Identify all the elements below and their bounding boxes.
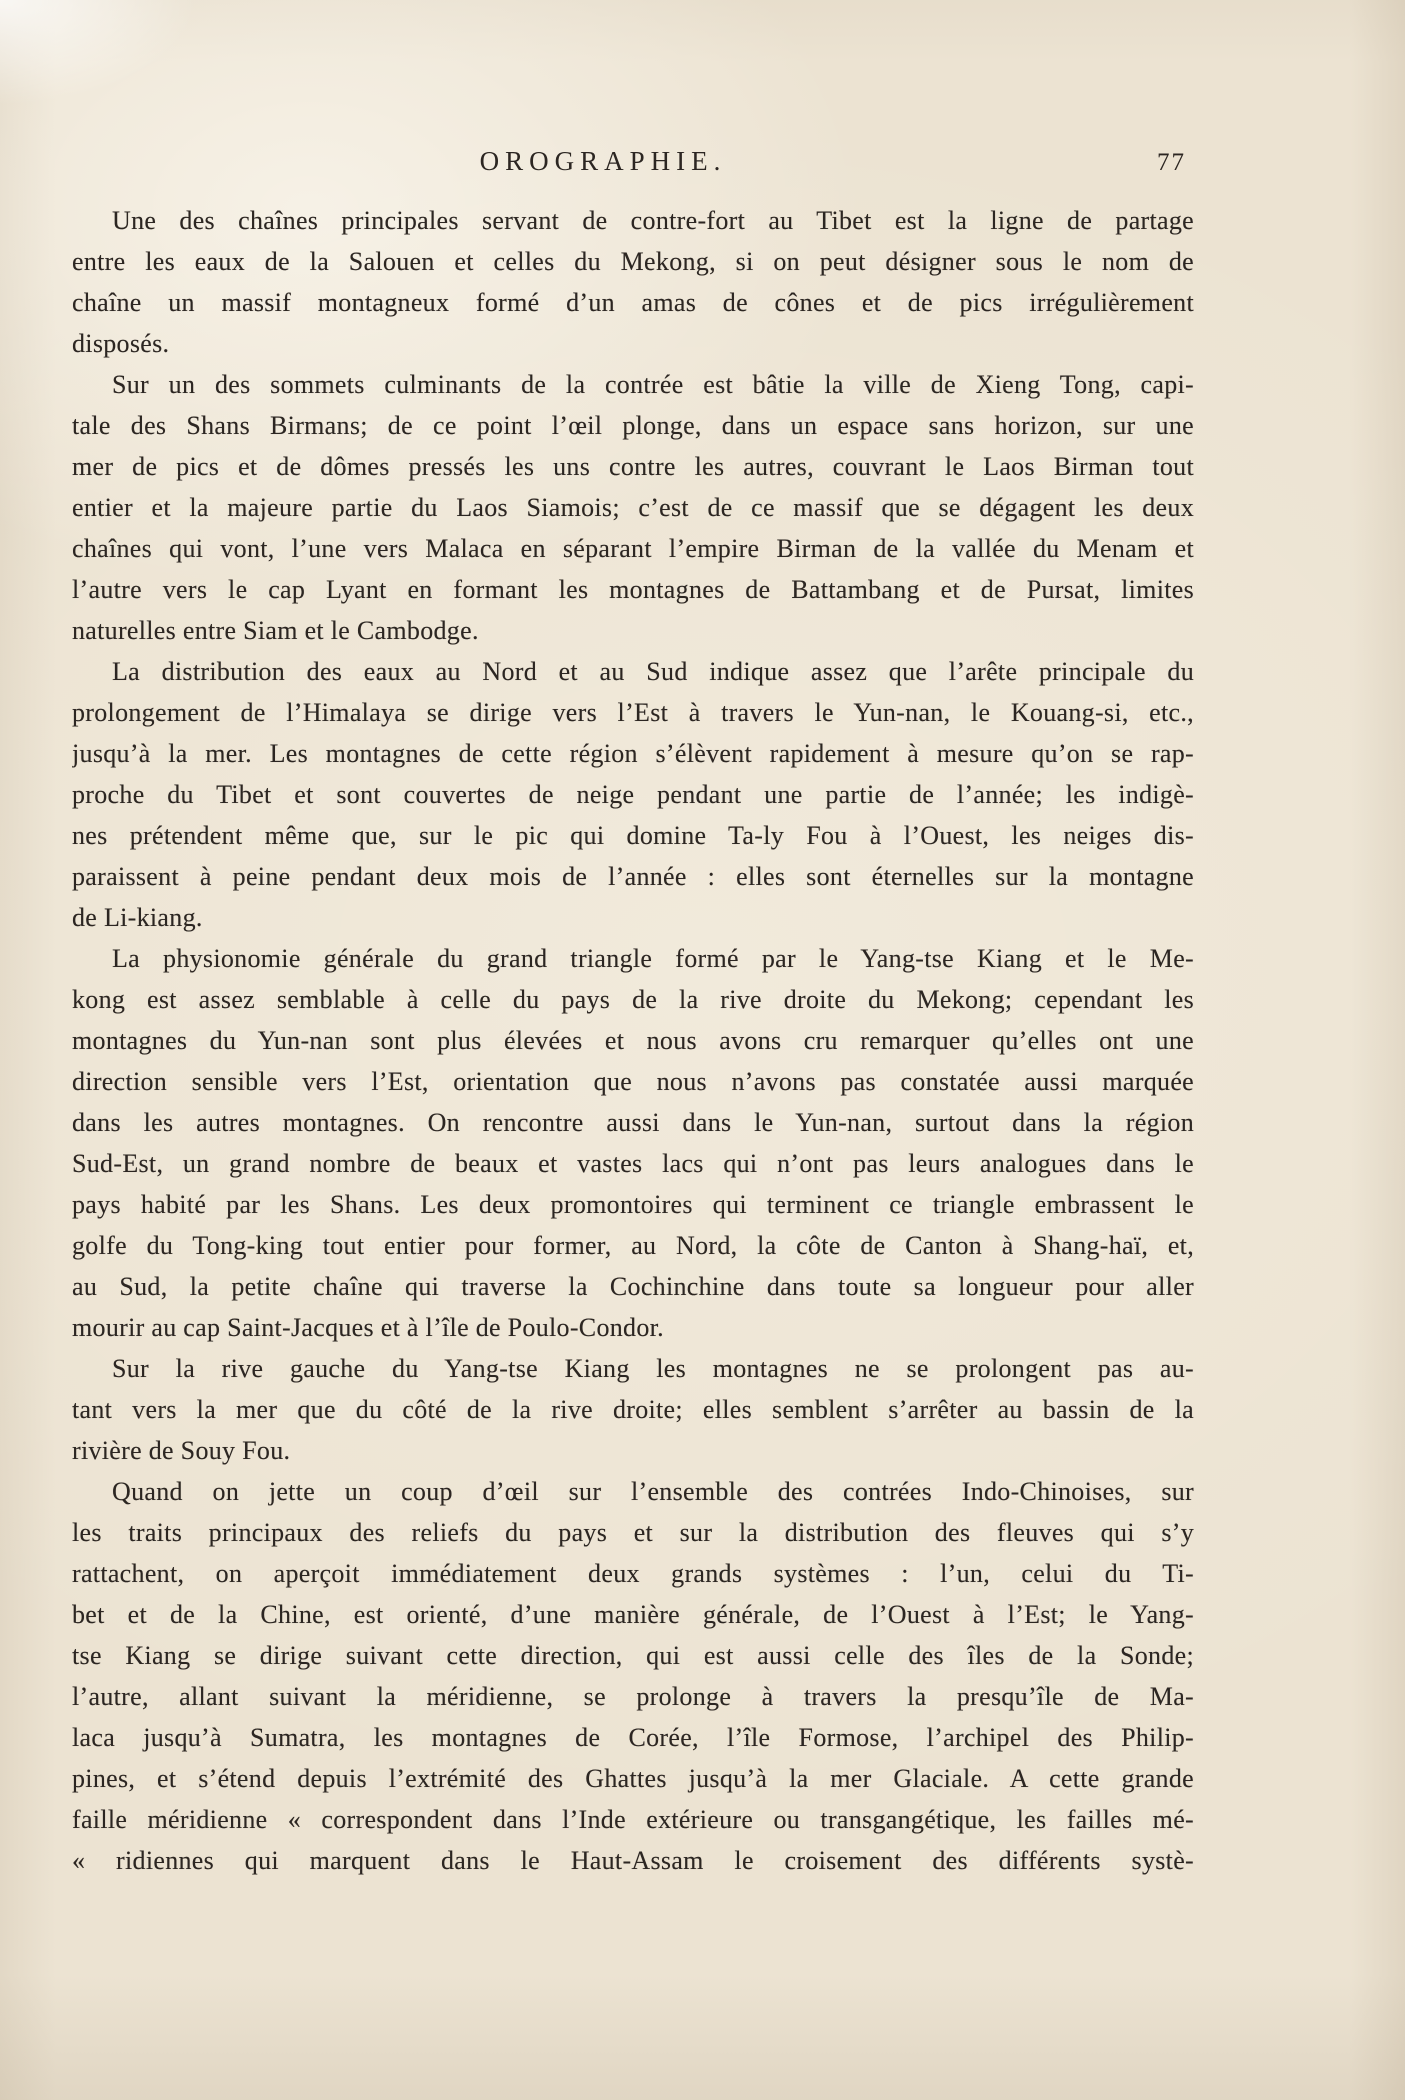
paragraph xyxy=(72,200,1194,364)
text-line: mer de pics et de dômes pressés les uns contre les autres, couvrant le Laos Birman tout xyxy=(72,452,1194,481)
page-number: 77 xyxy=(1157,149,1186,176)
text-line: l’autre, allant suivant la méridienne, se prolonge à travers la presqu’île de Ma- xyxy=(72,1682,1194,1711)
text-line: Sur la rive gauche du Yang-tse Kiang les montagnes ne se prolongent pas au- xyxy=(112,1354,1194,1383)
text-line: rivière de Souy Fou. xyxy=(72,1436,291,1465)
text-line: naturelles entre Siam et le Cambodge. xyxy=(72,616,479,645)
text-line: faille méridienne « correspondent dans l’Inde extérieure ou transgangétique, les failles mé- xyxy=(72,1805,1194,1834)
text-line: de Li-kiang. xyxy=(72,903,203,932)
text-line: La physionomie générale du grand triangle formé par le Yang-tse Kiang et le Me- xyxy=(112,944,1194,973)
text-line: les traits principaux des reliefs du pays et sur la distribution des fleuves qui s’y xyxy=(72,1518,1194,1547)
text-line: au Sud, la petite chaîne qui traverse la Cochinchine dans toute sa longueur pour aller xyxy=(72,1272,1194,1301)
text-line: pines, et s’étend depuis l’extrémité des Ghattes jusqu’à la mer Glaciale. A cette grande xyxy=(72,1764,1194,1793)
text-line: l’autre vers le cap Lyant en formant les montagnes de Battambang et de Pursat, limites xyxy=(72,575,1194,604)
text-block xyxy=(72,200,1194,1881)
text-line: paraissent à peine pendant deux mois de l’année : elles sont éternelles sur la montagne xyxy=(72,862,1194,891)
text-line: pays habité par les Shans. Les deux promontoires qui terminent ce triangle embrassent le xyxy=(72,1190,1194,1219)
text-line: rattachent, on aperçoit immédiatement deux grands systèmes : l’un, celui du Ti- xyxy=(72,1559,1194,1588)
text-line: Sur un des sommets culminants de la contrée est bâtie la ville de Xieng Tong, capi- xyxy=(112,370,1194,399)
text-line: proche du Tibet et sont couvertes de neige pendant une partie de l’année; les indigè- xyxy=(72,780,1194,809)
text-line: entier et la majeure partie du Laos Siamois; c’est de ce massif que se dégagent les deux xyxy=(72,493,1194,522)
text-line: entre les eaux de la Salouen et celles du Mekong, si on peut désigner sous le nom de xyxy=(72,247,1194,276)
text-line: laca jusqu’à Sumatra, les montagnes de Corée, l’île Formose, l’archipel des Philip- xyxy=(72,1723,1194,1752)
text-line: dans les autres montagnes. On rencontre aussi dans le Yun-nan, surtout dans la région xyxy=(72,1108,1194,1137)
text-line: tse Kiang se dirige suivant cette direction, qui est aussi celle des îles de la Sonde; xyxy=(72,1641,1194,1670)
paragraph xyxy=(72,1471,1194,1881)
page-title: OROGRAPHIE. xyxy=(479,146,727,176)
text-line: montagnes du Yun-nan sont plus élevées et nous avons cru remarquer qu’elles ont une xyxy=(72,1026,1194,1055)
text-line: prolongement de l’Himalaya se dirige vers l’Est à travers le Yun-nan, le Kouang-si, etc., xyxy=(72,698,1194,727)
text-line: disposés. xyxy=(72,329,170,358)
paragraph xyxy=(72,938,1194,1348)
text-line: golfe du Tong-king tout entier pour former, au Nord, la côte de Canton à Shang-haï, et, xyxy=(72,1231,1194,1260)
text-line: chaînes qui vont, l’une vers Malaca en séparant l’empire Birman de la vallée du Menam et xyxy=(72,534,1194,563)
text-line: nes prétendent même que, sur le pic qui domine Ta-ly Fou à l’Ouest, les neiges dis- xyxy=(72,821,1194,850)
paragraph xyxy=(72,364,1194,651)
text-line: direction sensible vers l’Est, orientation que nous n’avons pas constatée aussi marquée xyxy=(72,1067,1194,1096)
running-head xyxy=(72,146,1194,190)
text-line: kong est assez semblable à celle du pays de la rive droite du Mekong; cependant les xyxy=(72,985,1194,1014)
text-line: La distribution des eaux au Nord et au Sud indique assez que l’arête principale du xyxy=(112,657,1194,686)
text-line: bet et de la Chine, est orienté, d’une manière générale, de l’Ouest à l’Est; le Yang- xyxy=(72,1600,1194,1629)
text-line: mourir au cap Saint-Jacques et à l’île de Poulo-Condor. xyxy=(72,1313,664,1342)
text-line: Sud-Est, un grand nombre de beaux et vastes lacs qui n’ont pas leurs analogues dans le xyxy=(72,1149,1194,1178)
text-line: Une des chaînes principales servant de contre-fort au Tibet est la ligne de partage xyxy=(112,206,1194,235)
paragraph xyxy=(72,651,1194,938)
text-line: tant vers la mer que du côté de la rive droite; elles semblent s’arrêter au bassin de la xyxy=(72,1395,1194,1424)
paragraph xyxy=(72,1348,1194,1471)
text-line: chaîne un massif montagneux formé d’un amas de cônes et de pics irrégulièrement xyxy=(72,288,1194,317)
text-line: jusqu’à la mer. Les montagnes de cette région s’élèvent rapidement à mesure qu’on se rap- xyxy=(72,739,1194,768)
text-line: Quand on jette un coup d’œil sur l’ensemble des contrées Indo-Chinoises, sur xyxy=(112,1477,1194,1506)
text-line: « ridiennes qui marquent dans le Haut-Assam le croisement des différents systè- xyxy=(72,1846,1194,1875)
text-line: tale des Shans Birmans; de ce point l’œil plonge, dans un espace sans horizon, sur une xyxy=(72,411,1194,440)
